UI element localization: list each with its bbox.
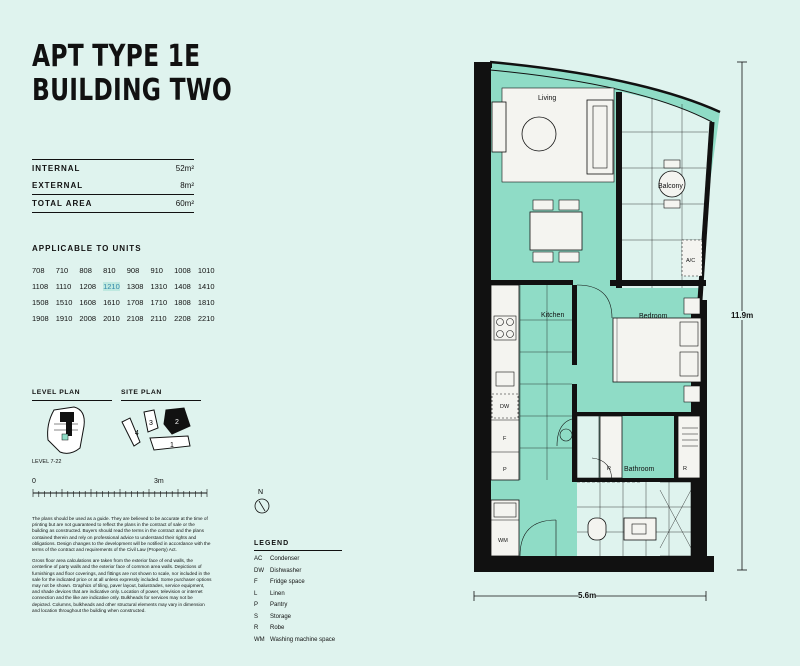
pillow <box>680 352 698 376</box>
laundry <box>491 500 519 556</box>
legend-code: R <box>254 625 259 631</box>
legend-label: Condenser <box>270 556 300 562</box>
unit-number: 1810 <box>197 298 215 307</box>
unit-number: 1310 <box>150 282 168 291</box>
pillow <box>680 322 698 346</box>
legend-code: F <box>254 579 258 585</box>
toilet <box>588 518 606 540</box>
sofa <box>587 100 613 174</box>
fixture-label-wm: WM <box>498 538 508 544</box>
scale-end: 3m <box>154 478 164 485</box>
unit-number: 1410 <box>197 282 215 291</box>
unit-number: 1808 <box>174 298 191 307</box>
unit-number: 1708 <box>126 298 144 307</box>
robe <box>678 416 700 478</box>
unit-number: 2010 <box>103 314 120 323</box>
legend-code: WM <box>254 636 265 643</box>
scale-start: 0 <box>32 478 36 485</box>
site-label: 4 <box>135 430 139 437</box>
unit-number: 2210 <box>197 314 215 323</box>
site-label: 2 <box>175 419 179 426</box>
kitchen-bench <box>491 285 519 480</box>
unit-number: 710 <box>55 266 69 275</box>
unit-number: 1608 <box>79 298 97 307</box>
unit-number: 2110 <box>150 314 167 323</box>
legend-label: Pantry <box>270 602 288 608</box>
area-label: EXTERNAL <box>32 181 84 190</box>
unit-number: 808 <box>79 266 92 275</box>
legend-code: DW <box>254 567 264 574</box>
fixture-label-p: P <box>503 467 507 473</box>
unit-number: 810 <box>103 266 116 275</box>
legend-code: S <box>254 613 259 620</box>
unit-number: 1508 <box>32 298 49 307</box>
north-label: N <box>258 489 264 496</box>
legend-label: Linen <box>270 590 285 597</box>
unit-number: 1910 <box>55 314 73 323</box>
bedside-table <box>684 386 700 402</box>
unit-number: 910 <box>150 266 163 275</box>
units-heading: APPLICABLE TO UNITS <box>32 244 142 253</box>
unit-number: 708 <box>32 266 45 275</box>
legend-label: Fridge space <box>270 579 305 585</box>
title-line-2: BUILDING TWO <box>32 73 232 108</box>
level-plan-heading: LEVEL PLAN <box>32 389 81 396</box>
legend-label: Dishwasher <box>270 567 302 574</box>
site-label: 3 <box>149 420 153 427</box>
unit-number: 1308 <box>126 282 144 291</box>
bedside-table <box>684 298 700 314</box>
disclaimer-paragraph: The plans should be used as a guide. They are believed to be accurate at the time of printing but are not guaranteed to reflect the plans in the contract of sale or the building as constructed. Buyers should read the terms in the contract and the plans contained therein and rely on professional advice to understand their rights and obligations. Design changes to the development will be notified in accordance with the terms of the contract and requirements of the Civil Law (Property) Act. <box>32 516 211 553</box>
room-label-bedroom: Bedroom <box>639 313 668 320</box>
room-label-living: Living <box>538 95 557 102</box>
unit-number: 1008 <box>174 266 191 275</box>
level-plan-caption: LEVEL 7-22 <box>32 459 62 465</box>
fixture-label-robe: R <box>683 466 687 472</box>
unit-number: 2108 <box>126 314 144 323</box>
unit-number: 1908 <box>32 314 49 323</box>
unit-number: 1010 <box>197 266 215 275</box>
disclaimer-paragraph: Gross floor area calculations are taken from the exterior face of end walls, the centerline of party walls and the exterior face of common area walls. Depictions of furnishings and floor coverings, and fittings are not shown to scale, nor included in the sale for the indicated price or at all unless expressly included. Some purchaser options may not be shown. Graphics of tiling, paver layout, balustrades, service equipment, and shade devices that are indicative only. Location of power, television or internet connection and the like are indicative only. Bulkheads for services may not be depicted. Columns, bulkheads and other structural elements may vary in dimension and location throughout the building when constructed. <box>32 558 212 613</box>
area-value: 52m² <box>175 164 194 173</box>
legend-code: P <box>254 602 259 608</box>
unit-number: 1210 <box>103 282 120 291</box>
fixture-label-robe: R <box>607 466 611 472</box>
area-label: INTERNAL <box>32 164 81 173</box>
fixture-label-f: F <box>503 436 507 442</box>
room-label-balcony: Balcony <box>658 183 683 190</box>
unit-number: 1710 <box>150 298 168 307</box>
dimension-width: 5.6m <box>578 591 597 600</box>
dimension-height: 11.9m <box>731 311 754 320</box>
room-label-kitchen: Kitchen <box>541 312 565 319</box>
unit-number: 2008 <box>79 314 97 323</box>
legend-label: Washing machine space <box>270 636 336 643</box>
unit-number: 1510 <box>55 298 73 307</box>
area-value: 8m² <box>180 181 194 190</box>
title-line-1: APT TYPE 1E <box>32 39 201 74</box>
fixture-label-ac: A/C <box>686 258 696 264</box>
unit-number: 1610 <box>103 298 120 307</box>
unit-number: 2208 <box>174 314 191 323</box>
legend-code: L <box>254 590 258 597</box>
unit-number: 1408 <box>174 282 191 291</box>
legend-heading: LEGEND <box>254 540 290 547</box>
legend-label: Robe <box>270 625 285 631</box>
tv-unit <box>492 102 506 152</box>
site-label: 1 <box>170 442 174 449</box>
vanity <box>624 518 656 540</box>
robe <box>600 416 622 478</box>
site-plan-heading: SITE PLAN <box>121 389 162 396</box>
legend-code: AC <box>254 556 263 562</box>
area-label: TOTAL AREA <box>32 199 93 208</box>
room-label-bathroom: Bathroom <box>624 466 655 473</box>
coffee-table <box>522 117 556 151</box>
fixture-label-dw: DW <box>500 404 510 410</box>
dining-table <box>530 212 582 250</box>
unit-number: 1208 <box>79 282 97 291</box>
unit-number: 1110 <box>55 282 72 291</box>
legend-label: Storage <box>270 613 292 620</box>
unit-number: 908 <box>126 266 140 275</box>
area-value: 60m² <box>175 199 194 208</box>
unit-number: 1108 <box>32 282 49 291</box>
linen <box>577 416 599 478</box>
